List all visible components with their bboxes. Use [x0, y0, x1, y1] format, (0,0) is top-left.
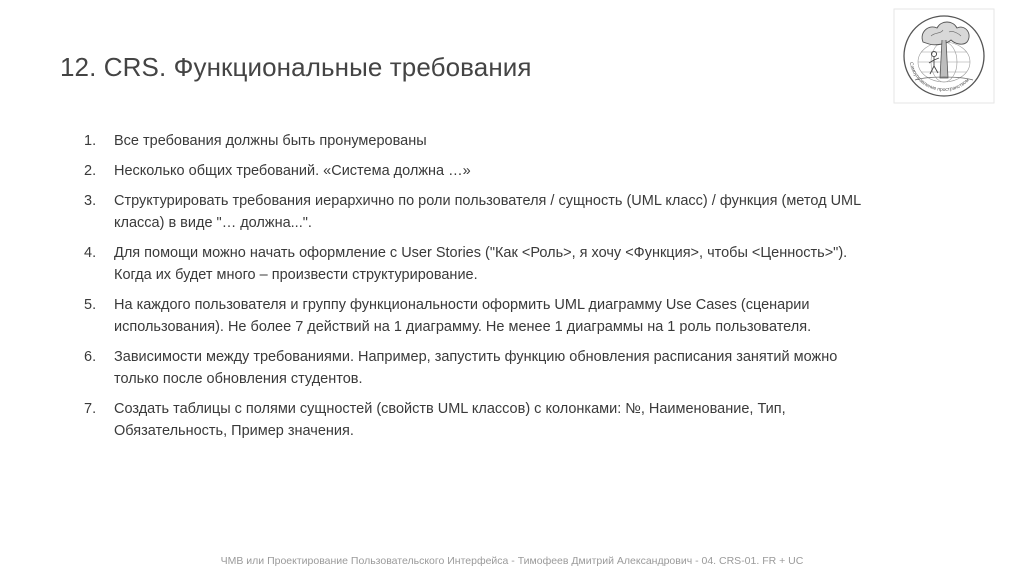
list-item	[84, 190, 884, 234]
list-item-text: Зависимости между требованиями. Например, запустить функцию обновления расписания занятий можно только после обновления студентов.	[114, 349, 838, 387]
list-item-text: Структурировать требования иерархично по роли пользователя / сущность (UML класс) / функция (метод UML класса) в виде "… должна...".	[114, 193, 861, 231]
slide-title: 12. CRS. Функциональные требования	[60, 52, 532, 82]
list-item-number: 5.	[84, 297, 97, 313]
list-item-number: 1.	[84, 133, 97, 149]
list-item	[84, 398, 884, 442]
list-item	[84, 294, 884, 338]
list-item-number: 6.	[84, 349, 97, 365]
requirements-list	[84, 130, 884, 450]
list-item-number: 2.	[84, 163, 97, 179]
list-item-number: 3.	[84, 193, 97, 209]
list-item	[84, 242, 884, 286]
list-item	[84, 160, 884, 182]
list-item	[84, 346, 884, 390]
tree-logo-icon	[893, 8, 995, 104]
list-item-text: Несколько общих требований. «Система должна …»	[114, 163, 471, 179]
list-item	[84, 130, 884, 152]
logo-caption: Самоуправление пространством	[907, 61, 971, 94]
list-item-text: Создать таблицы с полями сущностей (свойств UML классов) с колонками: №, Наименование, Тип, Обязательность, Пример значения.	[114, 401, 786, 439]
list-item-number: 4.	[84, 245, 97, 261]
list-item-text: Для помощи можно начать оформление с User Stories ("Как <Роль>, я хочу <Функция>, чтобы <Ценность>"). Когда их будет много – произвести структурирование.	[114, 245, 848, 283]
list-item-text: На каждого пользователя и группу функциональности оформить UML диаграмму Use Cases (сценарии использования). Не более 7 действий на 1 диаграмму. Не менее 1 диаграммы на 1 роль пользователя.	[114, 297, 812, 335]
slide-footer: ЧМВ или Проектирование Пользовательского Интерфейса - Тимофеев Дмитрий Александрович - 04. CRS-01. FR + UC	[220, 555, 804, 567]
list-item-number: 7.	[84, 401, 97, 417]
list-item-text: Все требования должны быть пронумерованы	[114, 133, 427, 149]
